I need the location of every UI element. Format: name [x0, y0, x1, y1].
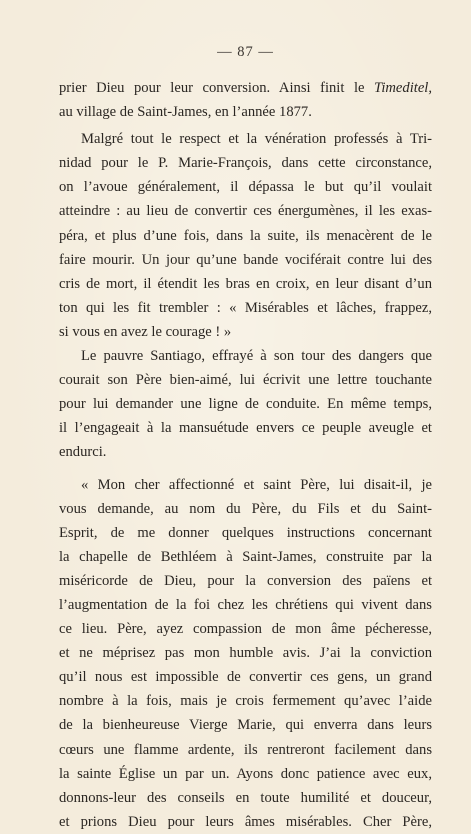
- text-line: la chapelle de Bethléem à Saint-James, construite par la: [59, 548, 432, 565]
- paragraph-2: [59, 127, 432, 344]
- text-line: de la bienheureuse Vierge Marie, qui enverra dans leurs: [59, 717, 432, 734]
- text-line: Malgré tout le respect et la vénération professés à Tri-: [81, 131, 432, 148]
- text-line: péra, et plus d’une fois, dans la suite, ils menacèrent de le: [59, 227, 432, 244]
- italic-title: Timeditel,: [374, 80, 432, 96]
- text-line: Le pauvre Santiago, effrayé à son tour des dangers que: [81, 348, 432, 365]
- text-line: [59, 76, 432, 100]
- text-line: qu’il nous est impossible de convertir ces gens, un grand: [59, 669, 432, 686]
- text-line: si vous en avez le courage ! »: [59, 323, 232, 340]
- text-line: miséricorde de Dieu, pour la conversion des païens et: [59, 572, 432, 589]
- text-line: au village de Saint-James, en l’année 1877.: [59, 104, 312, 121]
- paragraph-3: [59, 344, 432, 464]
- text-line: nidad pour le P. Marie-François, dans cette circonstance,: [59, 155, 432, 172]
- text-line: faire mourir. Un jour qu’une bande vociférait contre lui des: [59, 251, 432, 268]
- text-line: ton qui les fit trembler : « Misérables et lâches, frappez,: [59, 299, 432, 316]
- text-line: nombre à la fois, mais je crois fermement qu’avec l’aide: [59, 693, 432, 710]
- text-line: cris de mort, il étendit les bras en croix, en leur disant d’un: [59, 275, 432, 292]
- text-line: endurci.: [59, 444, 107, 461]
- text-line: et prions Dieu pour leurs âmes misérables. Cher Père,: [59, 813, 432, 830]
- page-number: — 87 —: [217, 44, 274, 60]
- text-line: donnons-leur des conseils en toute humilité et douceur,: [59, 789, 432, 806]
- paragraph-4: [59, 473, 432, 834]
- text-line: vous demande, au nom du Père, du Fils et du Saint-: [59, 500, 432, 517]
- text-line: et ne méprisez pas mon humble avis. J’ai la conviction: [59, 645, 432, 662]
- text-line: Esprit, de me donner quelques instructions concernant: [59, 524, 432, 541]
- text-line: ce lieu. Père, ayez compassion de mon âme pécheresse,: [59, 621, 432, 638]
- text-line: on l’avoue généralement, il dépassa le but qu’il voulait: [59, 179, 432, 196]
- text-line-start: prier Dieu pour leur conversion. Ainsi finit le: [59, 80, 375, 96]
- text-line: l’augmentation de la foi chez les chrétiens qui vivent dans: [59, 596, 432, 613]
- text-line: la sainte Église un par un. Ayons donc patience avec eux,: [59, 765, 432, 782]
- text-line: pour lui demander une ligne de conduite. En même temps,: [59, 396, 432, 413]
- paragraph-1: [59, 76, 432, 124]
- text-line: « Mon cher affectionné et saint Père, lui disait-il, je: [81, 476, 432, 493]
- text-line: atteindre : au lieu de convertir ces énergumènes, il les exas-: [59, 203, 432, 220]
- text-line: cœurs une flamme ardente, ils rentreront facilement dans: [59, 741, 432, 758]
- text-line: courait son Père bien-aimé, lui écrivit une lettre touchante: [59, 372, 432, 389]
- text-line: il l’engageait à la mansuétude envers ce peuple aveugle et: [59, 420, 432, 437]
- page-body: [59, 76, 432, 834]
